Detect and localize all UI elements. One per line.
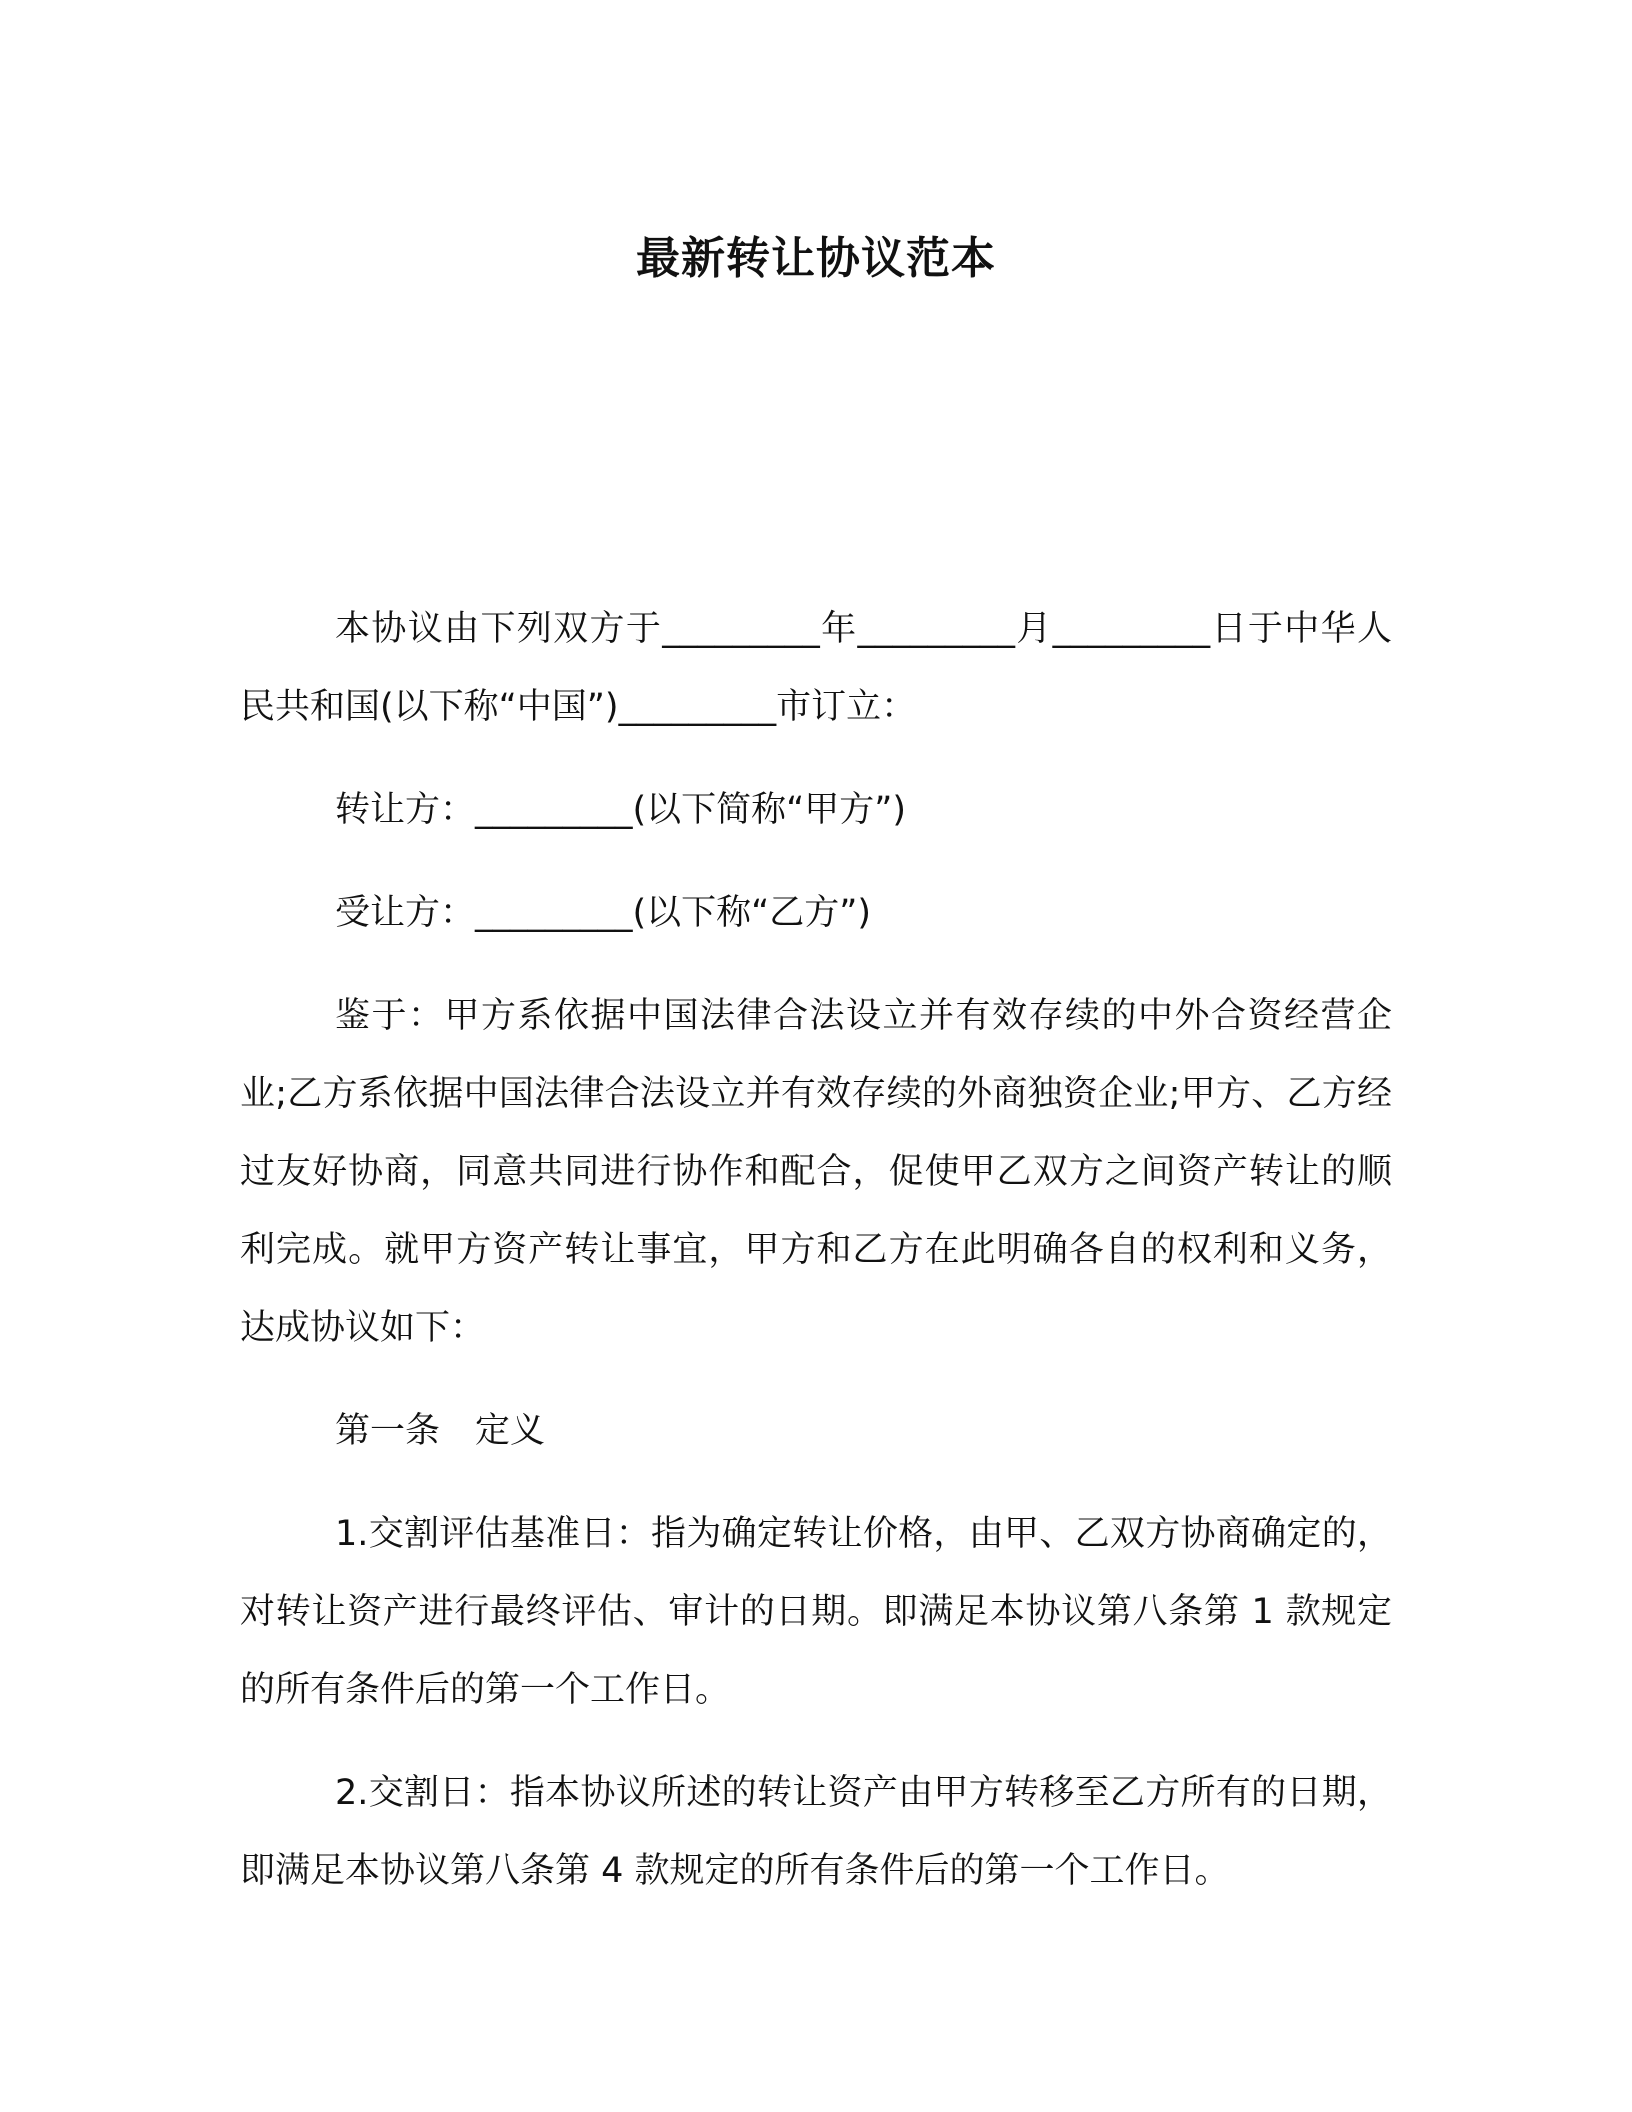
article-heading: 第一条 定义 bbox=[335, 1411, 546, 1451]
paragraph-preamble: 本协议由下列双方于_________年_________月_________日于中华人民共和国(以下称“中国”)_________市订立： bbox=[240, 609, 1392, 727]
paragraph-transferee: 受让方：_________(以下称“乙方”) bbox=[335, 893, 872, 933]
paragraph-definition-2: 2.交割日：指本协议所述的转让资产由甲方转移至乙方所有的日期，即满足本协议第八条第 4 款规定的所有条件后的第一个工作日。 bbox=[240, 1773, 1392, 1891]
document-body bbox=[240, 590, 1392, 1935]
paragraph-definition-1: 1.交割评估基准日：指为确定转让价格，由甲、乙双方协商确定的，对转让资产进行最终评估、审计的日期。即满足本协议第八条第 1 款规定的所有条件后的第一个工作日。 bbox=[240, 1514, 1392, 1710]
paragraph-whereas: 鉴于：甲方系依据中国法律合法设立并有效存续的中外合资经营企业;乙方系依据中国法律合法设立并有效存续的外商独资企业;甲方、乙方经过友好协商，同意共同进行协作和配合，促使甲乙双方之间资产转让的顺利完成。就甲方资产转让事宜，甲方和乙方在此明确各自的权利和义务，达成协议如下： bbox=[240, 996, 1392, 1348]
paragraph-transferor: 转让方：_________(以下简称“甲方”) bbox=[335, 790, 907, 830]
document-title: 最新转让协议范本 bbox=[636, 233, 996, 284]
